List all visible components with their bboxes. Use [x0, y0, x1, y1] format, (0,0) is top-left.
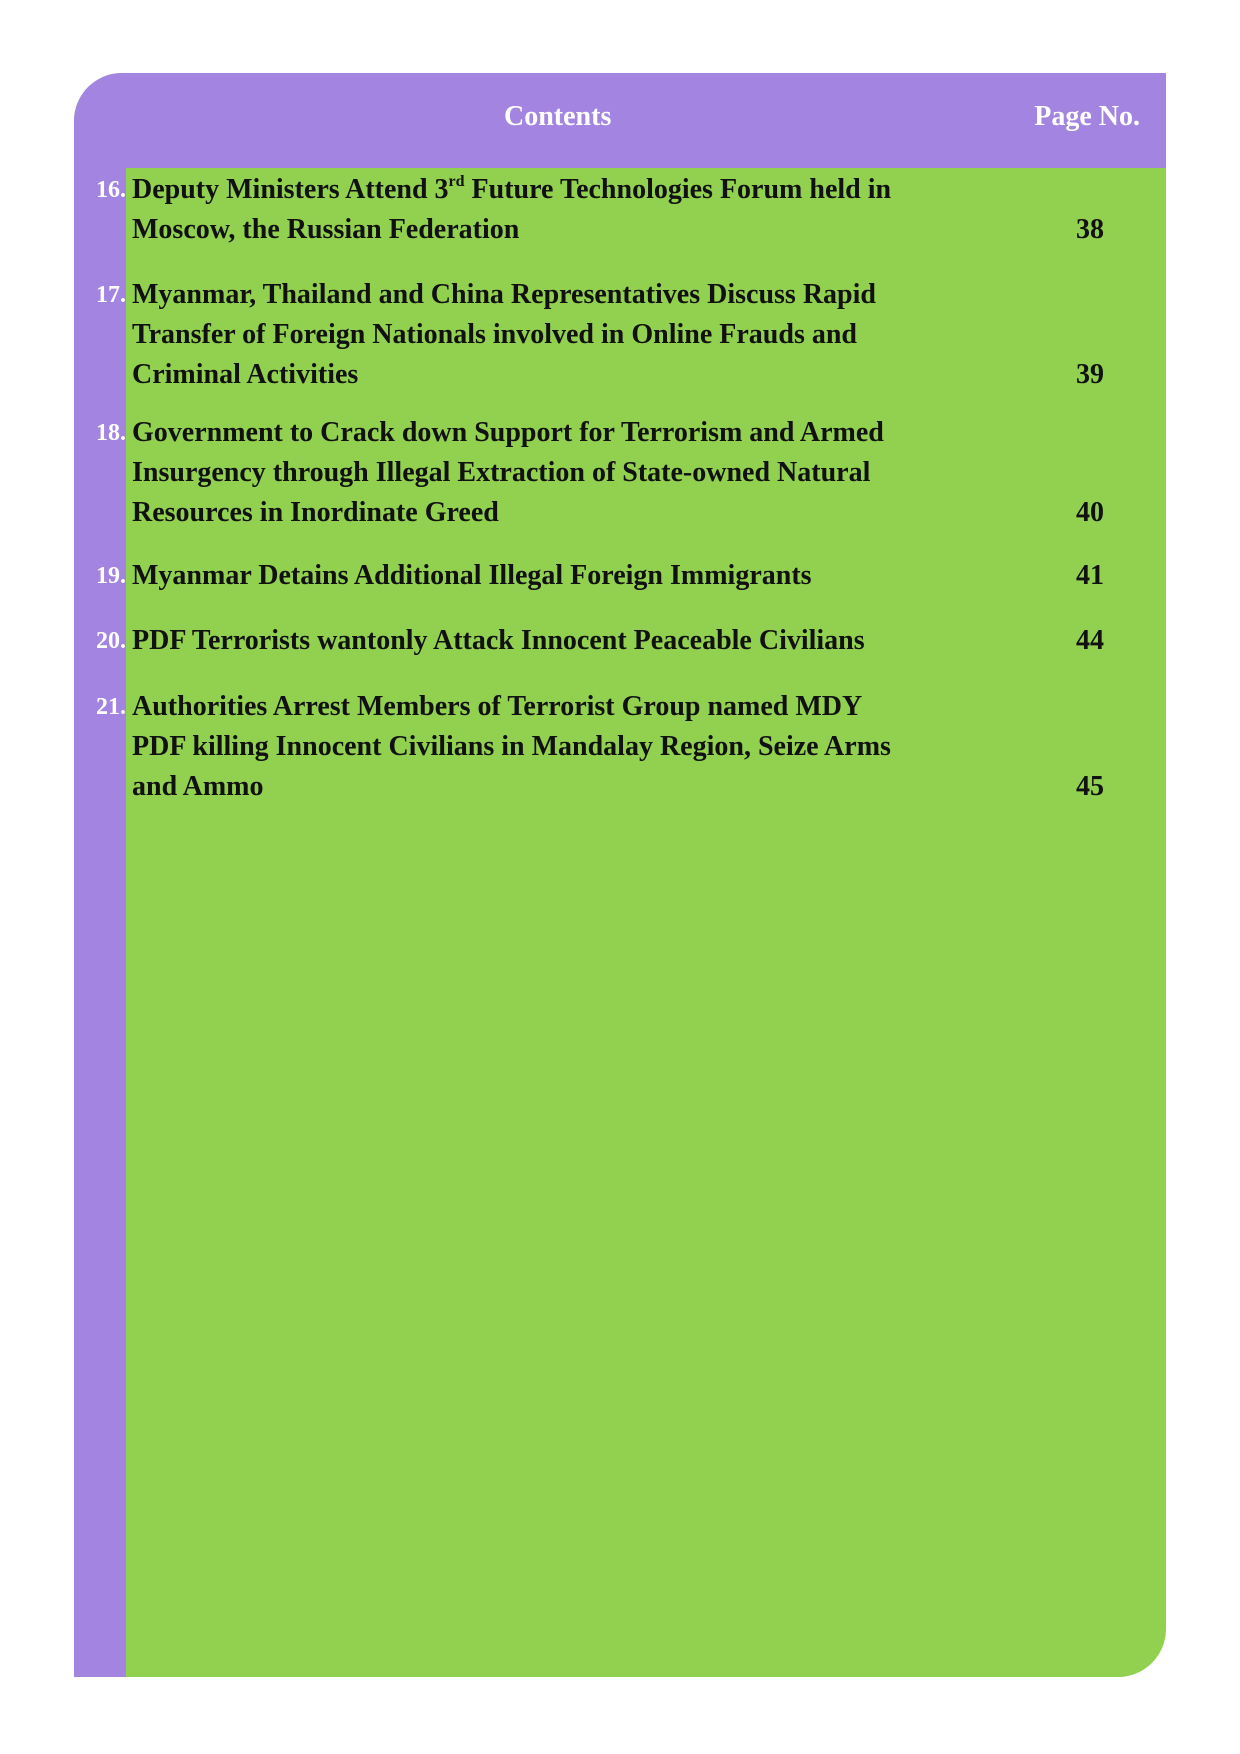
entry-number: 18. — [96, 420, 126, 446]
page-number-label: Page No. — [1034, 101, 1140, 132]
entry-page-number: 41 — [1076, 560, 1104, 591]
entry-title — [132, 413, 972, 533]
entry-title — [132, 621, 972, 661]
entry-number: 20. — [96, 628, 126, 654]
superscript: rd — [448, 172, 465, 190]
entry-title-line: Government to Crack down Support for Terrorism and Armed — [132, 417, 884, 448]
entry-title-line: and Ammo — [132, 771, 264, 802]
header-title: Contents — [504, 101, 612, 132]
entry-title — [132, 556, 972, 596]
entry-number: 16. — [96, 177, 126, 203]
entry-title-line: Authorities Arrest Members of Terrorist Group named MDY — [132, 691, 863, 722]
entry-number: 19. — [96, 563, 126, 589]
entry-title-line: Myanmar, Thailand and China Representatives Discuss Rapid — [132, 279, 876, 310]
entry-title-line: Myanmar Detains Additional Illegal Foreign Immigrants — [132, 560, 812, 591]
entry-page-number: 44 — [1076, 625, 1104, 656]
entry-title-line: Deputy Ministers Attend 3rd Future Technologies Forum held in — [132, 172, 892, 205]
entry-page-number: 38 — [1076, 214, 1104, 245]
entry-page-number: 40 — [1076, 497, 1104, 528]
entry-title-line: Transfer of Foreign Nationals involved in Online Frauds and — [132, 319, 857, 350]
entry-title — [132, 275, 972, 395]
entry-title — [132, 687, 972, 807]
entry-title-line: PDF Terrorists wantonly Attack Innocent Peaceable Civilians — [132, 625, 865, 656]
entry-title-line: Insurgency through Illegal Extraction of State-owned Natural — [132, 457, 871, 488]
entry-title-line: Moscow, the Russian Federation — [132, 214, 520, 245]
star-icon — [78, 81, 120, 121]
entry-title-line: Resources in Inordinate Greed — [132, 497, 499, 528]
contents-panel — [74, 73, 1166, 1677]
entry-page-number: 45 — [1076, 771, 1104, 802]
entry-title — [132, 170, 972, 250]
entry-title-line: Criminal Activities — [132, 359, 359, 390]
header-band — [126, 73, 1166, 168]
entry-title-line: PDF killing Innocent Civilians in Mandalay Region, Seize Arms — [132, 731, 891, 762]
entry-number: 17. — [96, 282, 126, 308]
entry-page-number: 39 — [1076, 359, 1104, 390]
entry-number: 21. — [96, 694, 126, 720]
